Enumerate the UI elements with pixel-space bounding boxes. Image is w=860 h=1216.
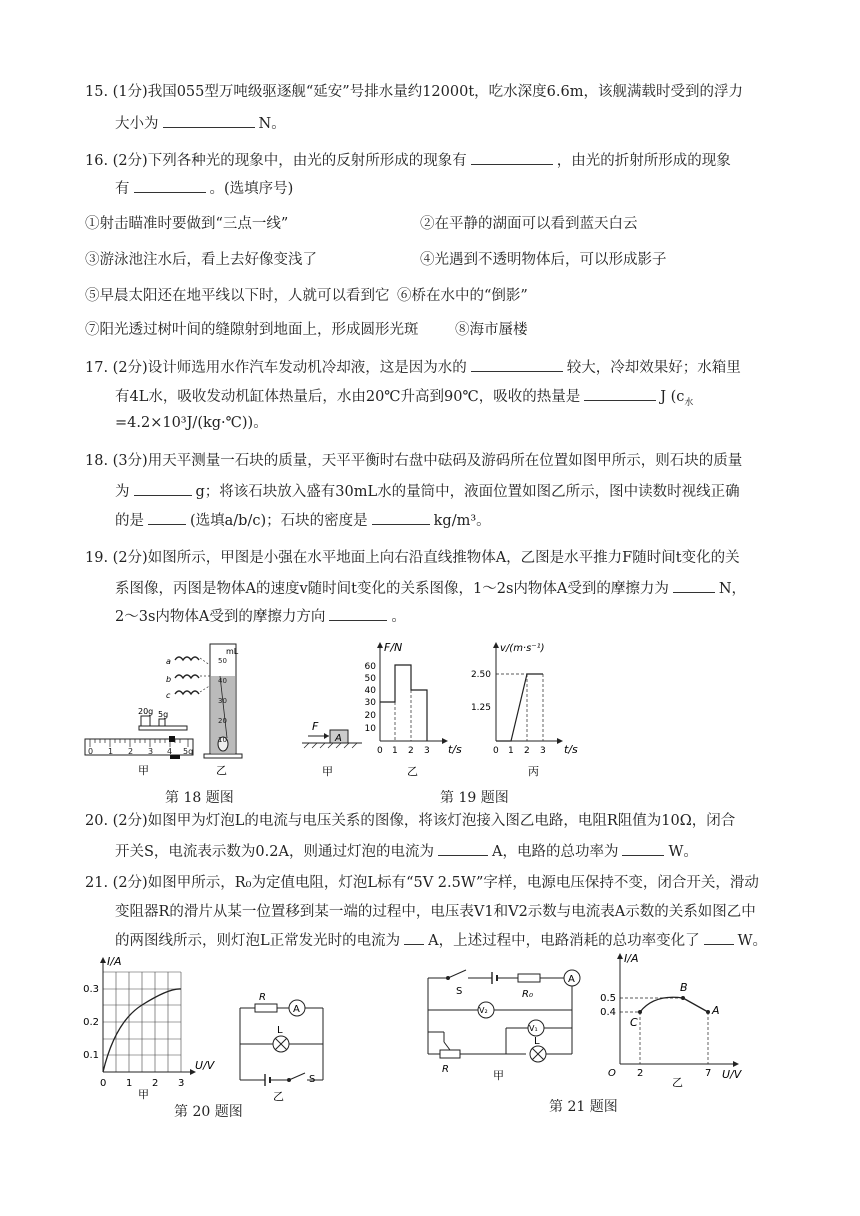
q17-subscript: 水 [684, 397, 694, 408]
x-tick: 1 [392, 746, 398, 756]
rheostat-slider [444, 1042, 450, 1050]
x-tick: 0 [100, 1078, 107, 1089]
pan-bar [139, 726, 187, 730]
resistor-label: R [259, 992, 266, 1003]
q17-text: 17. (2分)设计师选用水作汽车发动机冷却液，这是因为水的 [85, 360, 467, 376]
y-tick: 0.5 [600, 993, 616, 1004]
fig21-label-yi: 乙 [672, 1076, 683, 1089]
answer-blank[interactable] [134, 178, 206, 193]
y-axis-label: I/A [624, 952, 639, 965]
q16-option-2: ②在平静的湖面可以看到蓝天白云 [420, 216, 638, 232]
v2-line [683, 998, 708, 1012]
answer-blank[interactable] [622, 841, 664, 856]
answer-blank[interactable] [329, 606, 387, 621]
answer-blank[interactable] [404, 930, 424, 945]
cylinder-unit: mL [226, 647, 239, 656]
x-tick: 3 [178, 1078, 185, 1089]
q20-text: 开关S，电流表示数为0.2A，则通过灯泡的电流为 [115, 844, 434, 860]
resistor-r0-label: R₀ [522, 989, 533, 1000]
q19-line2 [115, 578, 746, 599]
y-tick: 0.3 [83, 984, 99, 995]
fig18-diagram [80, 636, 270, 786]
x-tick: 0 [377, 746, 383, 756]
velocity-series [496, 674, 543, 741]
fig21-label-jia: 甲 [493, 1069, 504, 1082]
q16-text: ，由光的折射所形成的现象 [556, 153, 731, 169]
cylinder-tick: 30 [218, 697, 227, 705]
x-axis-label: t/s [448, 743, 462, 756]
eye-icon [175, 675, 199, 678]
switch-S [448, 970, 466, 978]
eye-label-b: b [166, 675, 172, 684]
x-tick: 2 [637, 1068, 644, 1079]
q17-line3: =4.2×10³J/(kg·℃))。 [115, 415, 268, 431]
fig19-label-jia: 甲 [322, 765, 333, 778]
q20-text: W。 [668, 844, 698, 860]
y-tick: 0.1 [83, 1050, 99, 1061]
x-tick: O [608, 1068, 616, 1079]
switch-label: S [309, 1074, 316, 1085]
q16-text: 16. (2分)下列各种光的现象中，由光的反射所形成的现象有 [85, 153, 467, 169]
q19-line1: 19. (2分)如图所示，甲图是小强在水平地面上向右沿直线推物体A，乙图是水平推力F随时间t变化的关 [85, 550, 740, 566]
y-tick: 10 [364, 724, 376, 734]
q18-text: kg/m³。 [433, 513, 491, 529]
q17-text: 较大，冷却效果好；水箱里 [566, 360, 741, 376]
fig21-circuit [428, 970, 580, 1062]
x-tick: 1 [508, 746, 514, 756]
fig19-label-yi: 乙 [407, 765, 418, 778]
rider-weight [169, 736, 175, 742]
y-tick: 0.2 [83, 1017, 99, 1028]
x-tick: 0 [493, 746, 499, 756]
velocity-time-chart [471, 642, 578, 778]
q18-text: 为 [115, 484, 130, 500]
fig20-iu-chart [83, 955, 216, 1101]
y-axis-label: F/N [384, 641, 403, 654]
q20-line1: 20. (2分)如图甲为灯泡L的电流与电压关系的图像，将该灯泡接入图乙电路，电阻R阻值为10Ω，闭合 [85, 813, 736, 829]
q20-line2 [115, 841, 698, 862]
q16-option-6: ⑥桥在水中的“倒影” [397, 288, 528, 304]
answer-blank[interactable] [134, 481, 192, 496]
q18-line3 [115, 510, 491, 531]
point-B: B [680, 981, 688, 994]
x-tick: 2 [408, 746, 414, 756]
cylinder-tick: 10 [218, 736, 227, 744]
q16-option-4: ④光遇到不透明物体后，可以形成影子 [420, 252, 667, 268]
q15-text: 大小为 [115, 116, 159, 132]
eye-label-a: a [166, 657, 171, 666]
fig18-label-jia: 甲 [138, 764, 149, 777]
y-tick: 60 [364, 662, 376, 672]
fig18-caption: 第 18 题图 [165, 790, 234, 806]
answer-blank[interactable] [148, 510, 186, 525]
q16-text: 。(选填序号) [209, 181, 294, 197]
answer-blank[interactable] [438, 841, 488, 856]
fig21-caption: 第 21 题图 [549, 1099, 618, 1115]
y-tick: 1.25 [470, 703, 491, 713]
resistor-R0 [518, 974, 540, 982]
x-axis-label: U/V [195, 1059, 215, 1072]
x-tick: 3 [540, 746, 546, 756]
weight-5g-label: 5g [158, 710, 169, 719]
q15-line2 [115, 113, 286, 134]
force-time-chart [365, 641, 462, 778]
weight-20g-label: 20g [138, 707, 154, 716]
x-axis-label: U/V [722, 1068, 742, 1081]
ammeter-label: A [293, 1004, 300, 1015]
answer-blank[interactable] [163, 113, 255, 128]
q16-option-3: ③游泳池注水后，看上去好像变浅了 [85, 252, 317, 268]
weight-20g [141, 716, 150, 726]
balance-scale [85, 739, 193, 755]
q21-text: A，上述过程中，电路消耗的总功率变化了 [428, 933, 700, 949]
y-tick: 50 [364, 674, 376, 684]
x-tick: 2 [524, 746, 530, 756]
q18-text: (选填a/b/c)；石块的密度是 [190, 513, 368, 529]
x-tick: 1 [126, 1078, 133, 1089]
q19-text: N， [718, 581, 747, 597]
q19-text: 系图像，丙图是物体A的速度v随时间t变化的关系图像，1～2s内物体A受到的摩擦力为 [115, 581, 669, 597]
rheostat-R [440, 1050, 460, 1058]
scale-tick-label: 3 [148, 747, 154, 756]
q15-line1: 15. (1分)我国055型万吨级驱逐舰“延安”号排水量约12000t，吃水深度6.6m，该舰满载时受到的浮力 [85, 84, 743, 100]
fig20-label-yi: 乙 [273, 1090, 284, 1103]
q21-line2: 变阻器R的滑片从某一位置移到某一端的过程中，电压表V1和V2示数与电流表A示数的关系如图乙中 [115, 904, 756, 920]
q21-text: W。 [737, 933, 768, 949]
q17-text: 有4L水，吸收发动机缸体热量后，水由20℃升高到90℃，吸收的热量是 [115, 389, 581, 405]
q19-text: 2～3s内物体A受到的摩擦力方向 [115, 609, 326, 625]
y-axis-label: v/(m·s⁻¹) [500, 643, 545, 654]
q18-line1: 18. (3分)用天平测量一石块的质量，天平平衡时右盘中砝码及游码所在位置如图甲所示，则石块的质量 [85, 453, 743, 469]
q17-line1 [85, 357, 741, 378]
answer-blank[interactable] [471, 357, 563, 372]
answer-blank[interactable] [704, 930, 734, 945]
point-C: C [630, 1016, 638, 1029]
answer-blank[interactable] [372, 510, 430, 525]
cylinder-base [204, 754, 242, 758]
x-tick: 2 [152, 1078, 159, 1089]
voltmeter-v1-label: V₁ [529, 1024, 538, 1033]
q18-line2 [115, 481, 740, 502]
block-A-label: A [335, 733, 342, 744]
v1-curve [640, 997, 683, 1012]
scale-tick-label: 1 [108, 747, 114, 756]
scale-tick-label: 2 [128, 747, 134, 756]
q18-text: g；将该石块放入盛有30mL水的量筒中，液面位置如图乙所示，图中读数时视线正确 [195, 484, 740, 500]
eye-icon [175, 691, 199, 694]
q16-option-7: ⑦阳光透过树叶间的缝隙射到地面上，形成圆形光斑 [85, 322, 419, 338]
force-label: F [312, 720, 319, 733]
fig19-diagram [300, 635, 600, 785]
fig18-label-yi: 乙 [216, 764, 227, 777]
q19-text: 。 [391, 609, 406, 625]
scale-tick-label: 4 [167, 747, 173, 756]
fig19-caption: 第 19 题图 [440, 790, 509, 806]
fig21-iu-chart [600, 952, 743, 1089]
q21-line1: 21. (2分)如图甲所示，R₀为定值电阻，灯泡L标有“5V 2.5W”字样，电源电压保持不变，闭合开关，滑动 [85, 875, 759, 891]
scale-tick-label: 5g [183, 747, 194, 756]
q16-option-8: ⑧海市蜃楼 [455, 322, 528, 338]
weight-5g [159, 719, 165, 726]
fig19-label-bing: 丙 [528, 765, 539, 778]
scale-tick-label: 0 [88, 747, 94, 756]
q20-text: A，电路的总功率为 [491, 844, 619, 860]
force-series [380, 665, 427, 741]
cylinder-tick: 20 [218, 717, 227, 725]
q15-unit: N。 [258, 116, 286, 132]
y-tick: 2.50 [470, 670, 491, 680]
answer-blank[interactable] [584, 386, 656, 401]
x-axis-label: t/s [564, 743, 578, 756]
voltmeter-v2-label: V₂ [479, 1006, 488, 1015]
q16-line1 [85, 150, 731, 171]
q18-text: 的是 [115, 513, 144, 529]
q16-option-1: ①射击瞄准时要做到“三点一线” [85, 216, 289, 232]
y-tick: 30 [364, 698, 376, 708]
fig20-diagram [75, 952, 335, 1102]
cylinder-tick: 50 [218, 657, 227, 665]
q21-line3 [115, 930, 767, 951]
y-axis-label: I/A [107, 955, 122, 968]
rheostat-label: R [442, 1064, 449, 1075]
ammeter-label: A [568, 974, 575, 985]
answer-blank[interactable] [673, 578, 715, 593]
q19-line3 [115, 606, 406, 627]
lamp-label: L [277, 1025, 283, 1036]
q17-line2 [115, 386, 693, 413]
point-A: A [712, 1004, 720, 1017]
eye-label-c: c [166, 691, 171, 700]
lamp-label: L [534, 1036, 540, 1047]
x-tick: 7 [705, 1068, 712, 1079]
fig21-diagram [418, 952, 758, 1092]
x-tick: 3 [424, 746, 430, 756]
q16-line2 [115, 178, 293, 199]
switch-label: S [456, 986, 463, 997]
q21-text: 的两图线所示，则灯泡L正常发光时的电流为 [115, 933, 401, 949]
q17-text: J (c [660, 389, 685, 405]
resistor-R [255, 1004, 277, 1012]
switch-S [289, 1073, 305, 1080]
y-tick: 0.4 [600, 1007, 616, 1018]
y-tick: 20 [364, 711, 376, 721]
fig20-caption: 第 20 题图 [174, 1104, 243, 1120]
fig20-label-jia: 甲 [138, 1088, 149, 1101]
eye-icon [175, 657, 199, 660]
q16-option-5: ⑤早晨太阳还在地平线以下时，人就可以看到它 [85, 288, 390, 304]
answer-blank[interactable] [471, 150, 553, 165]
y-tick: 40 [364, 686, 376, 696]
cylinder-tick: 40 [218, 677, 227, 685]
q16-text: 有 [115, 181, 130, 197]
